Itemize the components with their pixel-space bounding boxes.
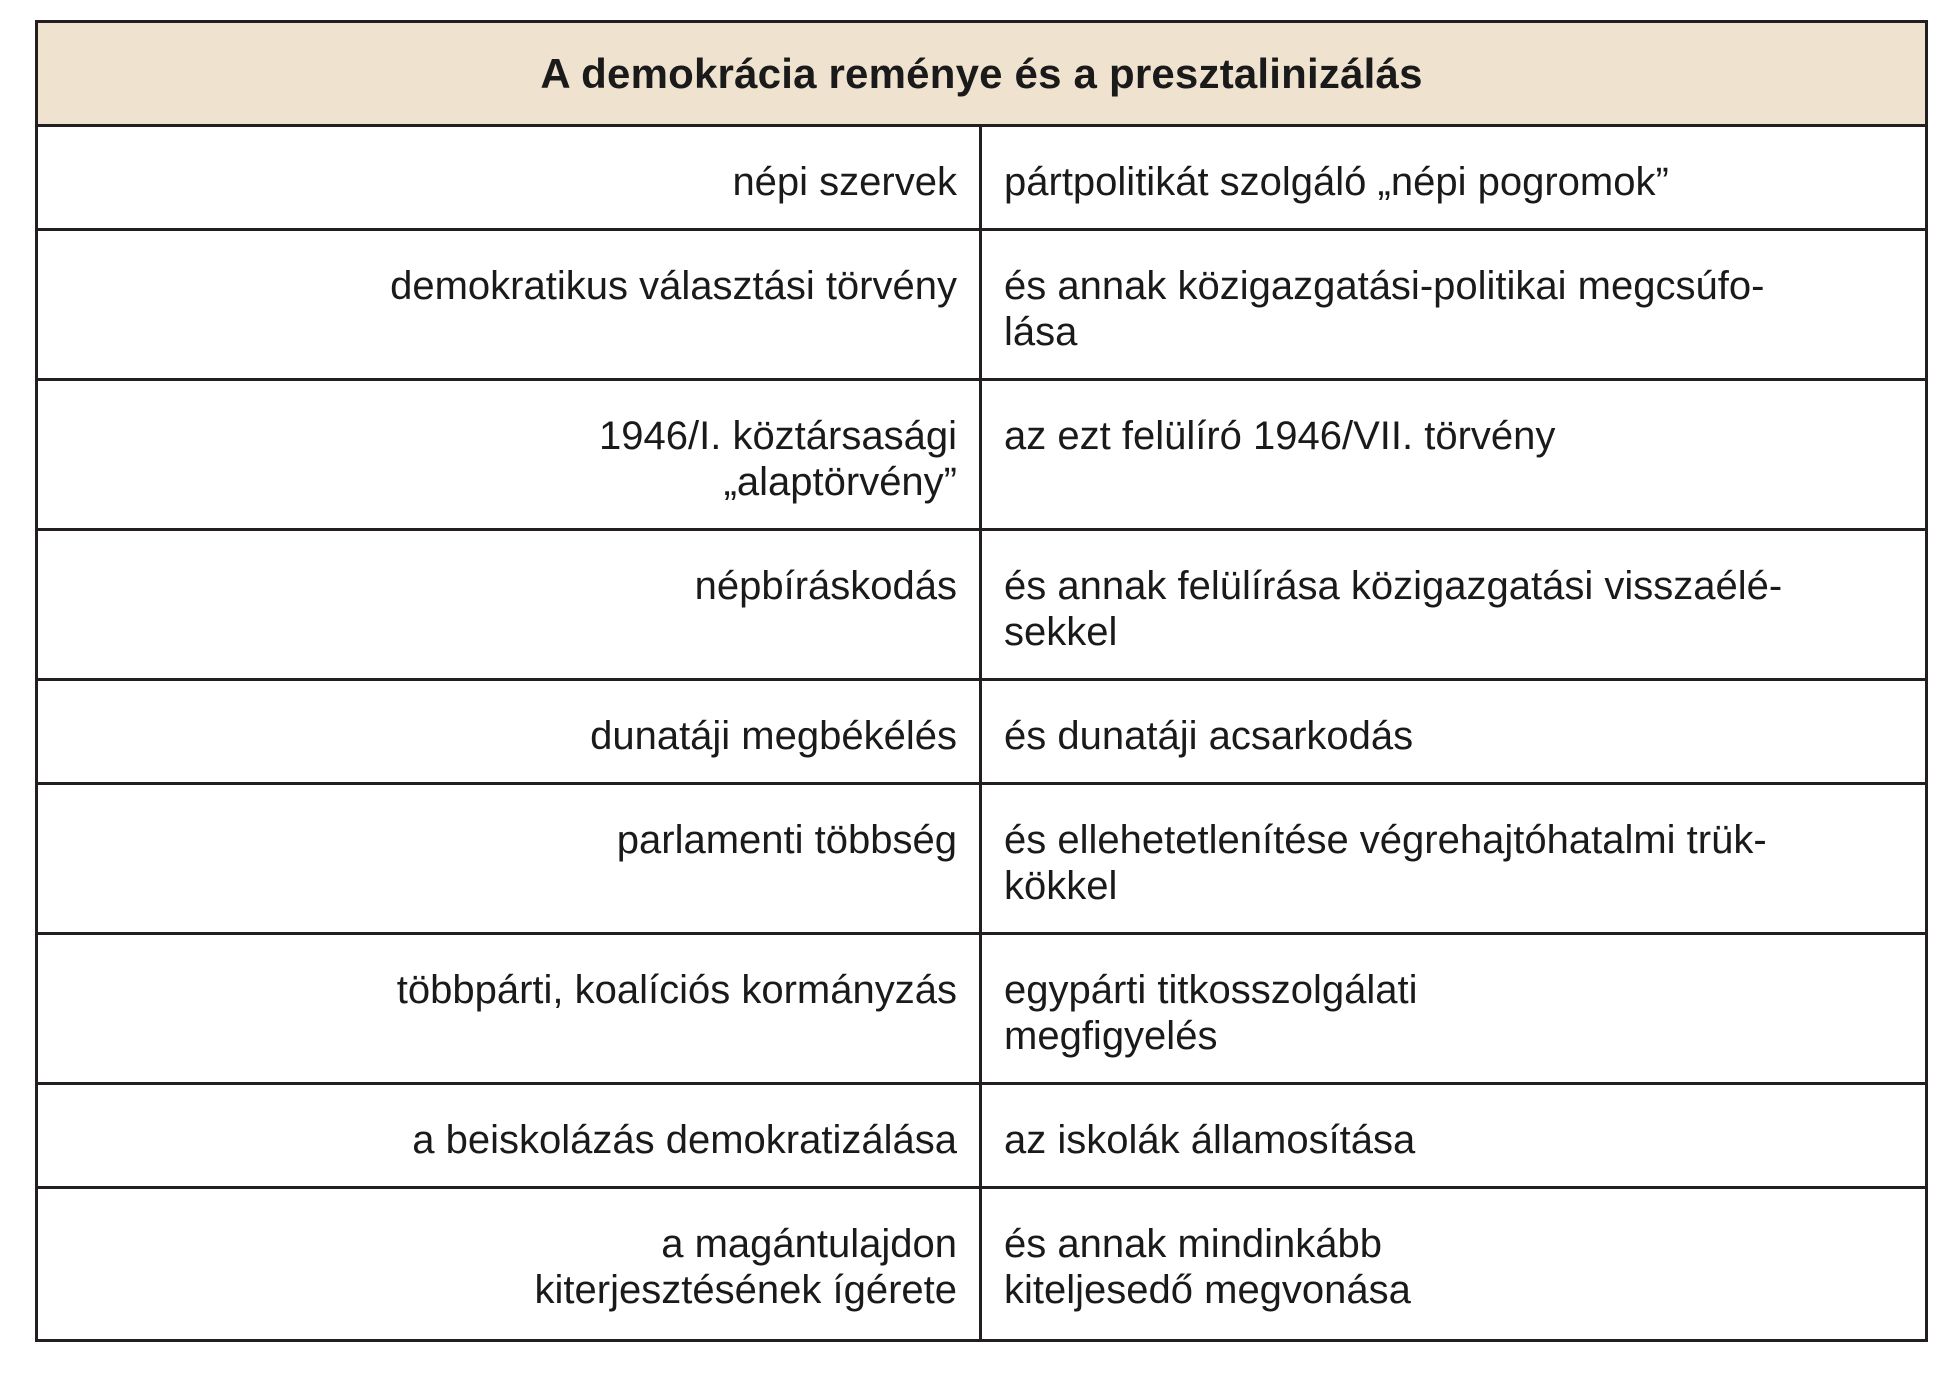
table-row <box>38 231 1925 381</box>
cell-text: és annak mindinkább <box>1004 1222 1383 1266</box>
table-row <box>38 681 1925 785</box>
right-cell <box>982 531 1925 678</box>
right-cell <box>982 381 1925 528</box>
table-row <box>38 531 1925 681</box>
cell-text: népbíráskodás <box>694 564 957 608</box>
cell-text: és annak közigazgatási-politikai megcsúfo- <box>1004 264 1765 308</box>
right-cell <box>982 1189 1925 1339</box>
cell-text: kökkel <box>1004 864 1118 908</box>
left-cell <box>38 681 982 782</box>
left-cell <box>38 1085 982 1186</box>
cell-text: „alaptörvény” <box>723 460 957 504</box>
table-row <box>38 1189 1925 1339</box>
right-cell <box>982 785 1925 932</box>
table-row <box>38 127 1925 231</box>
cell-text: és dunatáji acsarkodás <box>1004 714 1414 758</box>
cell-text: sekkel <box>1004 610 1118 654</box>
right-cell <box>982 231 1925 378</box>
cell-text: dunatáji megbékélés <box>590 714 957 758</box>
left-cell <box>38 531 982 678</box>
cell-text: parlamenti többség <box>616 818 957 862</box>
cell-text: pártpolitikát szolgáló „népi pogromok” <box>1004 160 1669 204</box>
left-cell <box>38 231 982 378</box>
left-cell <box>38 785 982 932</box>
left-cell <box>38 935 982 1082</box>
cell-text: többpárti, koalíciós kormányzás <box>396 968 957 1012</box>
table-row <box>38 381 1925 531</box>
right-cell <box>982 935 1925 1082</box>
cell-text: kiterjesztésének ígérete <box>534 1268 957 1312</box>
table-title: A demokrácia reménye és a presztalinizálás <box>38 23 1925 127</box>
table-row <box>38 785 1925 935</box>
cell-text: a magántulajdon <box>661 1222 957 1266</box>
cell-text: az ezt felülíró 1946/VII. törvény <box>1004 414 1556 458</box>
cell-text: és ellehetetlenítése végrehajtóhatalmi trük- <box>1004 818 1767 862</box>
cell-text: az iskolák államosítása <box>1004 1118 1416 1162</box>
cell-text: megfigyelés <box>1004 1014 1218 1058</box>
cell-text: a beiskolázás demokratizálása <box>412 1118 957 1162</box>
left-cell <box>38 127 982 228</box>
left-cell <box>38 1189 982 1339</box>
cell-text: népi szervek <box>732 160 957 204</box>
cell-text: egypárti titkosszolgálati <box>1004 968 1418 1012</box>
table-row <box>38 1085 1925 1189</box>
right-cell <box>982 127 1925 228</box>
cell-text: lása <box>1004 310 1078 354</box>
left-cell <box>38 381 982 528</box>
cell-text: kiteljesedő megvonása <box>1004 1268 1411 1312</box>
comparison-table <box>35 20 1928 1342</box>
cell-text: 1946/I. köztársasági <box>599 414 957 458</box>
right-cell <box>982 1085 1925 1186</box>
cell-text: és annak felülírása közigazgatási visszaélé- <box>1004 564 1783 608</box>
table-row <box>38 935 1925 1085</box>
right-cell <box>982 681 1925 782</box>
cell-text: demokratikus választási törvény <box>390 264 957 308</box>
